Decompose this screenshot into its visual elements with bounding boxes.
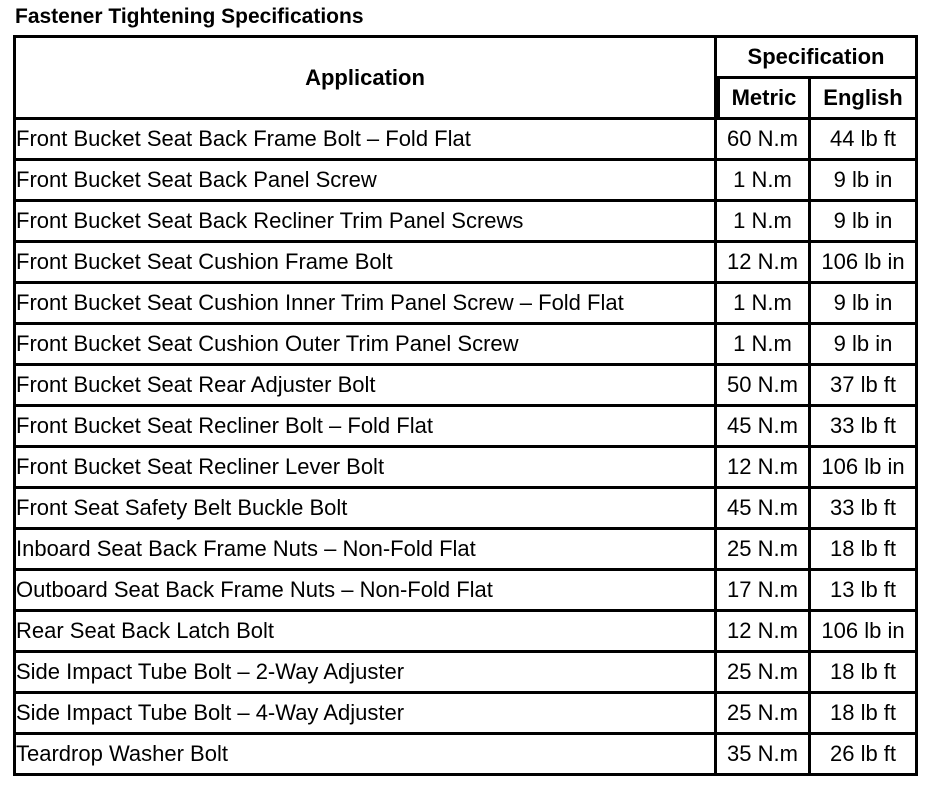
table-row (13, 612, 918, 653)
table-row (13, 284, 918, 325)
application-cell: Front Bucket Seat Rear Adjuster Bolt (13, 366, 717, 407)
english-cell: 33 lb ft (811, 407, 918, 448)
metric-cell: 12 N.m (717, 448, 811, 489)
table-body (13, 120, 918, 776)
metric-cell: 12 N.m (717, 612, 811, 653)
application-cell: Front Bucket Seat Cushion Frame Bolt (13, 243, 717, 284)
english-cell: 106 lb in (811, 448, 918, 489)
metric-cell: 25 N.m (717, 653, 811, 694)
english-cell: 37 lb ft (811, 366, 918, 407)
metric-cell: 1 N.m (717, 161, 811, 202)
table-row (13, 202, 918, 243)
metric-cell: 45 N.m (717, 489, 811, 530)
table-row (13, 243, 918, 284)
metric-cell: 45 N.m (717, 407, 811, 448)
metric-cell: 60 N.m (717, 120, 811, 161)
table-row (13, 407, 918, 448)
english-cell: 9 lb in (811, 284, 918, 325)
table-row (13, 530, 918, 571)
document-title: Fastener Tightening Specifications (15, 5, 364, 28)
metric-cell: 12 N.m (717, 243, 811, 284)
english-cell: 44 lb ft (811, 120, 918, 161)
header-row-top (13, 35, 918, 79)
application-cell: Front Bucket Seat Recliner Lever Bolt (13, 448, 717, 489)
application-cell: Front Bucket Seat Cushion Outer Trim Panel Screw (13, 325, 717, 366)
application-header: Application (13, 35, 717, 120)
application-cell: Teardrop Washer Bolt (13, 735, 717, 776)
table-row (13, 120, 918, 161)
english-cell: 33 lb ft (811, 489, 918, 530)
table-row (13, 325, 918, 366)
table-row (13, 653, 918, 694)
english-cell: 26 lb ft (811, 735, 918, 776)
english-cell: 18 lb ft (811, 694, 918, 735)
table-row (13, 571, 918, 612)
english-cell: 9 lb in (811, 161, 918, 202)
metric-cell: 1 N.m (717, 325, 811, 366)
metric-cell: 1 N.m (717, 284, 811, 325)
table-row (13, 448, 918, 489)
application-cell: Front Bucket Seat Back Recliner Trim Panel Screws (13, 202, 717, 243)
application-cell: Front Seat Safety Belt Buckle Bolt (13, 489, 717, 530)
specification-header: Specification (717, 35, 918, 79)
english-cell: 9 lb in (811, 325, 918, 366)
english-cell: 106 lb in (811, 243, 918, 284)
application-cell: Side Impact Tube Bolt – 4-Way Adjuster (13, 694, 717, 735)
english-cell: 13 lb ft (811, 571, 918, 612)
metric-header: Metric (717, 79, 811, 120)
metric-cell: 35 N.m (717, 735, 811, 776)
application-cell: Rear Seat Back Latch Bolt (13, 612, 717, 653)
table-row (13, 366, 918, 407)
english-cell: 106 lb in (811, 612, 918, 653)
application-cell: Side Impact Tube Bolt – 2-Way Adjuster (13, 653, 717, 694)
english-header: English (811, 79, 918, 120)
metric-cell: 17 N.m (717, 571, 811, 612)
metric-cell: 25 N.m (717, 694, 811, 735)
english-cell: 18 lb ft (811, 653, 918, 694)
application-cell: Front Bucket Seat Back Frame Bolt – Fold Flat (13, 120, 717, 161)
application-cell: Front Bucket Seat Back Panel Screw (13, 161, 717, 202)
english-cell: 18 lb ft (811, 530, 918, 571)
table-row (13, 694, 918, 735)
table-row (13, 735, 918, 776)
metric-cell: 25 N.m (717, 530, 811, 571)
application-cell: Inboard Seat Back Frame Nuts – Non-Fold Flat (13, 530, 717, 571)
table-row (13, 489, 918, 530)
metric-cell: 50 N.m (717, 366, 811, 407)
application-cell: Outboard Seat Back Frame Nuts – Non-Fold Flat (13, 571, 717, 612)
fastener-spec-table (13, 35, 918, 776)
english-cell: 9 lb in (811, 202, 918, 243)
metric-cell: 1 N.m (717, 202, 811, 243)
application-cell: Front Bucket Seat Cushion Inner Trim Panel Screw – Fold Flat (13, 284, 717, 325)
application-cell: Front Bucket Seat Recliner Bolt – Fold Flat (13, 407, 717, 448)
table-row (13, 161, 918, 202)
